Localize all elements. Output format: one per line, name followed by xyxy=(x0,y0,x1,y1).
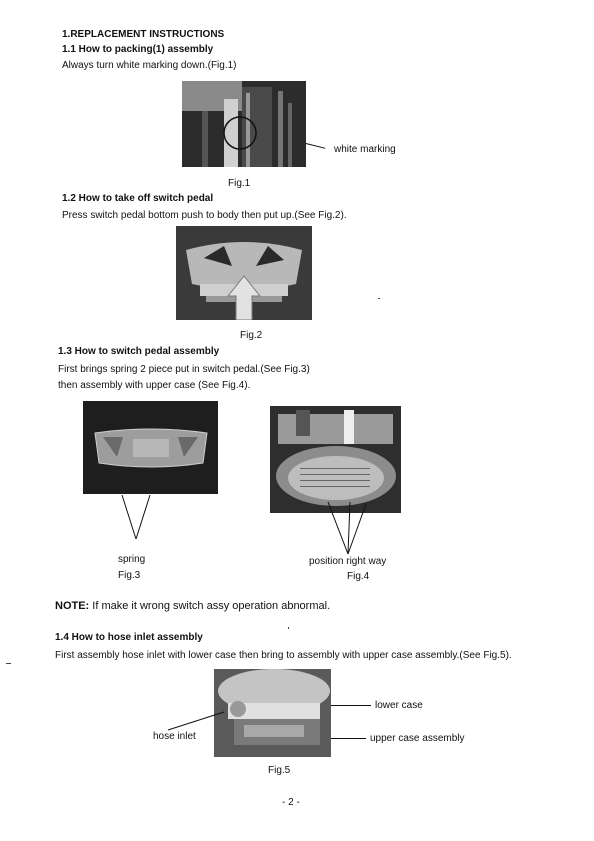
fig3-photo xyxy=(83,401,218,494)
fig5-lower-case-line xyxy=(331,705,371,706)
fig5-upper-case-label: upper case assembly xyxy=(370,733,465,744)
fig4-photo xyxy=(270,406,401,513)
fig2-photo xyxy=(176,226,312,320)
fig5-caption: Fig.5 xyxy=(268,765,291,776)
section-1-3-body-line2: then assembly with upper case (See Fig.4). xyxy=(58,380,251,391)
fig3-pointer-lines xyxy=(120,493,160,541)
fig1-callout-label: white marking xyxy=(334,144,396,155)
fig1-photo xyxy=(182,81,306,167)
section-1-2-title: 1.2 How to take off switch pedal xyxy=(62,193,214,204)
page-number: - 2 - xyxy=(282,797,300,808)
fig3-caption: Fig.3 xyxy=(118,570,141,581)
fig5-hose-inlet-label: hose inlet xyxy=(153,731,196,742)
fig2-caption: Fig.2 xyxy=(240,330,263,341)
note-label: NOTE: xyxy=(55,600,90,612)
fig5-lower-case-label: lower case xyxy=(375,700,423,711)
note-text: If make it wrong switch assy operation abnormal. xyxy=(92,600,331,612)
section-1-1-title: 1.1 How to packing(1) assembly xyxy=(62,44,214,55)
note xyxy=(55,600,330,613)
section-1-4-body: First assembly hose inlet with lower case then bring to assembly with upper case assembly.(See Fig.5). xyxy=(55,650,512,661)
fig5-photo xyxy=(214,669,331,757)
fig3-spring-label: spring xyxy=(118,554,146,565)
section-1-1-body: Always turn white marking down.(Fig.1) xyxy=(62,60,237,71)
scan-speck xyxy=(378,298,380,299)
fig4-caption: Fig.4 xyxy=(347,571,370,582)
section-1-2-body: Press switch pedal bottom push to body then put up.(See Fig.2). xyxy=(62,210,347,221)
section-1-3-body-line1: First brings spring 2 piece put in switch pedal.(See Fig.3) xyxy=(58,364,310,375)
fig5-upper-case-line xyxy=(331,738,366,739)
fig5-hose-inlet-line xyxy=(166,710,226,732)
section-1-4-title: 1.4 How to hose inlet assembly xyxy=(55,632,203,643)
scan-speck xyxy=(6,663,11,664)
fig1-callout-line xyxy=(306,143,326,149)
page-heading: 1.REPLACEMENT INSTRUCTIONS xyxy=(62,29,225,40)
fig4-position-label: position right way xyxy=(309,556,387,567)
section-1-3-title: 1.3 How to switch pedal assembly xyxy=(58,346,220,357)
scan-speck xyxy=(288,627,289,629)
fig1-caption: Fig.1 xyxy=(228,178,251,189)
fig4-pointer-lines xyxy=(320,500,370,556)
